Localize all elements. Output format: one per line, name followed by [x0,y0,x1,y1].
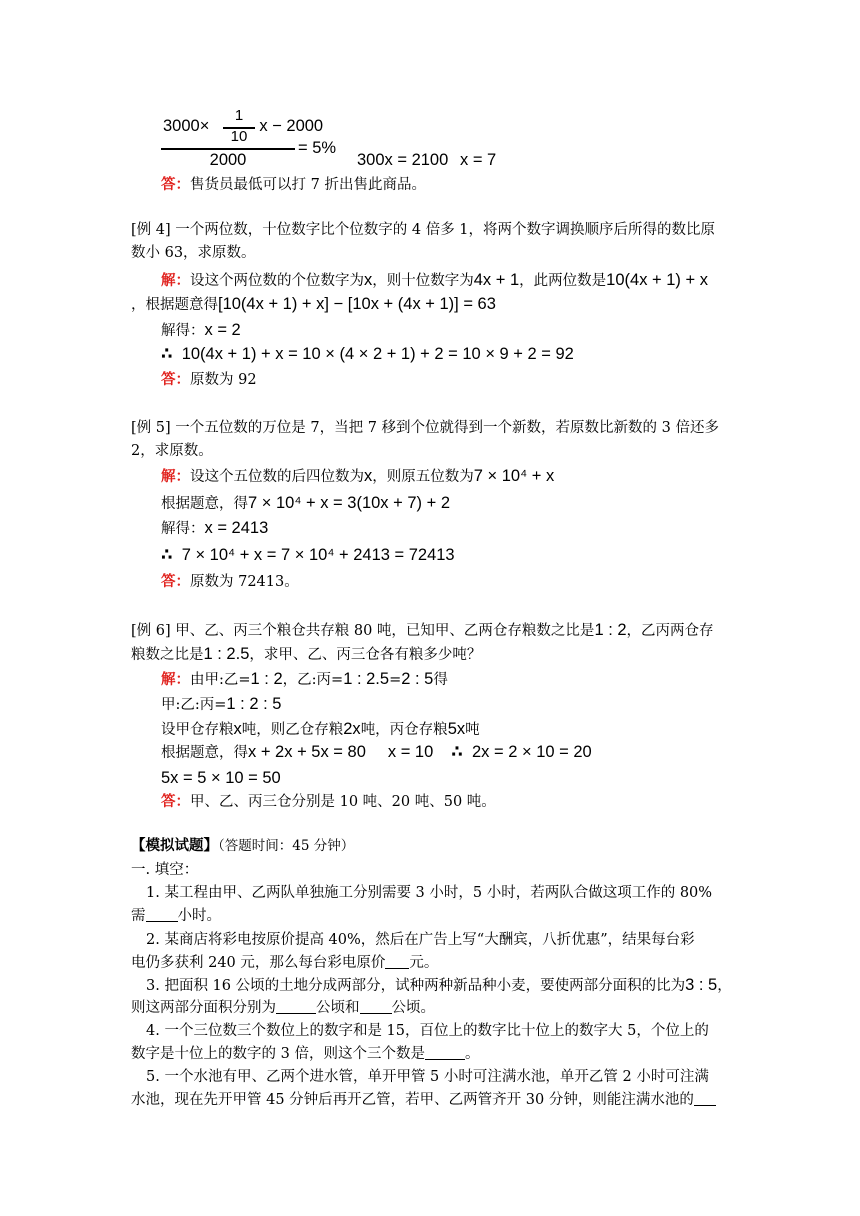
equation-result: x = 7 [460,151,497,169]
example-4-solution-line [161,270,708,291]
math-equation: [10(4x + 1) + x] − [10x + (4x + 1)] = 63 [218,295,496,313]
math-calculation: 7 × 10⁴ + x = 7 × 10⁴ + 2413 = 72413 [181,546,455,564]
question-text: 小时。 [177,908,221,924]
math-expression: 4x + 1 [473,271,520,289]
math-ratio: 1 : 2.5 [343,670,390,688]
time-note: （答题时间：45 分钟） [218,838,355,854]
question-3-line2 [131,998,435,1018]
answer-blank[interactable] [385,954,409,969]
problem-text: ，求甲、乙、丙三仓各有粮多少吨？ [249,647,482,663]
question-text: 电仍多获利 240 元，那么每台彩电原价 [131,955,386,971]
numerator-left: 3000× [163,117,210,135]
math-equation: x + 2x + 5x = 80 [248,743,366,761]
question-1-line1: 1. 某工程由甲、乙两队单独施工分别需要 3 小时，5 小时，若两队合做这项工作的 80% [146,885,713,901]
question-3-line1 [146,975,732,996]
setup-text: 吨 [465,722,480,738]
answer-blank[interactable] [425,1045,465,1060]
math-result: x = 2413 [204,519,269,537]
question-2-line1: 2. 某商店将彩电按原价提高 40%，然后在广告上写“大酬宾，八折优惠”，结果每台彩 [146,932,695,948]
math-expression: 10(4x + 1) + x [606,271,708,289]
question-5-line2 [131,1090,716,1110]
solution-text: 设这个两位数的个位数字为 [190,273,364,289]
math-ratio: 2 : 5 [401,670,434,688]
example-5-answer-line [161,572,299,592]
therefore-symbol: ∴ [161,345,173,363]
question-text: 水池，现在先开甲管 45 分钟后再开乙管，若甲、乙两管齐开 30 分钟，则能注满水池的 [131,1092,694,1108]
question-5-line1: 5. 一个水池有甲、乙两个进水管，单开甲管 5 小时可注满水池，单开乙管 2 小时可注满 [146,1069,709,1085]
question-2-line2 [131,953,438,973]
problem-text: [例 6] 甲、乙、丙三个粮仓共存粮 80 吨，已知甲、乙两仓存粮数之比是 [131,623,595,639]
example-6-calc-line [161,768,281,789]
question-text: 则这两部分面积分别为 [131,1000,276,1016]
question-4-line1: 4. 一个三位数三个数位上的数字和是 15，百位上的数字比十位上的数字大 5，个位上的 [146,1023,709,1039]
ratio-label: 甲:乙:丙= [161,697,227,713]
condition-text: 根据题意，得 [161,745,248,761]
equation-step: 300x = 2100 [357,151,449,169]
math-x: x [233,720,242,738]
example-5-solution-line [161,466,554,487]
math-x: x [364,271,373,289]
solution-label: 解： [161,272,190,289]
math-equation: 7 × 10⁴ + x = 3(10x + 7) + 2 [248,494,451,512]
example-4-condition-line [131,294,496,315]
question-1-line2 [131,906,221,926]
example-4-answer-line [161,370,257,390]
math-calculation: 5x = 5 × 10 = 50 [161,769,281,787]
condition-text: ，根据题意得 [131,297,218,313]
example-6-solution-line [161,669,448,690]
answer-label: 答： [161,793,190,810]
answer-blank[interactable] [360,999,392,1014]
solution-text: = [389,672,402,688]
math-ratio: 1 : 2 [594,621,627,639]
example-6-problem-line2 [131,644,481,665]
answer-text: 甲、乙、丙三仓分别是 10 吨、20 吨、50 吨。 [190,794,496,810]
math-result: x = 10 [387,743,434,761]
example-5-solve-line [161,518,268,539]
math-2x: 2x [343,720,361,738]
inner-fraction-den: 10 [230,128,248,145]
question-text: ， [717,978,732,994]
question-text: 数字是十位上的数字的 3 倍，则这个三个数是 [131,1046,425,1062]
therefore-symbol: ∴ [161,546,173,564]
example-6-ratio-line [161,694,281,715]
answer-blank[interactable] [146,907,178,922]
solution-label: 解： [161,468,190,485]
math-calculation: 10(4x + 1) + x = 10 × (4 × 2 + 1) + 2 = 10 × 9 + 2 = 92 [181,345,574,363]
setup-text: 吨，则乙仓存粮 [241,722,344,738]
answer-label: 答： [161,573,190,590]
answer-text: 售货员最低可以打 7 折出售此商品。 [190,177,426,193]
example-5-calc-line [161,545,455,566]
solution-text: 设这个五位数的后四位数为 [190,469,364,485]
example-6-problem-line1 [131,620,714,641]
answer-label: 答： [161,176,190,193]
question-text: 公顷和 [316,1000,360,1016]
solution-label: 解： [161,671,190,688]
question-text: 公顷。 [391,1000,435,1016]
question-text: 需 [131,908,146,924]
example-6-setup-line [161,719,480,740]
setup-text: 设甲仓存粮 [161,722,234,738]
math-ratio: 1 : 2.5 [203,645,250,663]
condition-text: 根据题意，得 [161,496,248,512]
math-ratio: 1 : 2 : 5 [226,695,282,713]
answer-text: 原数为 92 [190,372,257,388]
solve-label: 解得： [161,323,205,339]
fill-blank-section-label: 一. 填空： [131,862,199,878]
math-calculation: 2x = 2 × 10 = 20 [472,743,592,761]
problem-text: 粮数之比是 [131,647,204,663]
example-6-answer-line [161,792,496,812]
example-4-calc-line [161,344,574,365]
example-4-solve-line [161,320,241,341]
answer-label: 答： [161,371,190,388]
math-ratio: 1 : 2 [250,670,283,688]
solution-text: 由甲:乙= [190,672,251,688]
solution-text: ，则十位数字为 [372,273,474,289]
fraction-denominator: 2000 [209,151,247,169]
example-4-problem-line2: 数小 63，求原数。 [131,245,256,261]
answer-text: 原数为 72413。 [190,574,299,590]
example-5-condition-line [161,493,450,514]
mock-test-heading [131,836,354,856]
answer-line [161,175,426,195]
setup-text: 吨，丙仓存粮 [360,722,448,738]
question-text: 3. 把面积 16 公顷的土地分成两部分，试种两种新品种小麦，要使两部分面积的比为 [146,978,686,994]
example-4-problem-line1: [例 4] 一个两位数，十位数字比个位数字的 4 倍多 1，将两个数字调换顺序后所得的数比原 [131,222,716,238]
equation-rhs: = 5% [298,139,337,157]
question-text: 。 [464,1046,480,1062]
solution-text: 得 [433,672,448,688]
question-text: 元。 [409,955,439,971]
therefore-symbol: ∴ [451,743,463,761]
answer-blank[interactable] [276,999,316,1014]
solution-text: ，乙:丙= [282,672,344,688]
math-5x: 5x [447,720,466,738]
math-x: x [364,467,373,485]
solution-text: ，则原五位数为 [372,469,474,485]
math-expression: 7 × 10⁴ + x [473,467,555,485]
question-4-line2 [131,1044,479,1064]
math-result: x = 2 [204,321,241,339]
section-heading: 【模拟试题】 [131,837,218,854]
solution-text: ，此两位数是 [519,273,607,289]
example-5-problem-line1: [例 5] 一个五位数的万位是 7，当把 7 移到个位就得到一个新数，若原数比新数的 3 倍还多 [131,420,719,436]
solve-label: 解得： [161,521,205,537]
example-6-condition-line [161,742,592,763]
math-ratio: 3 : 5 [685,976,718,994]
example-5-problem-line2: 2，求原数。 [131,443,213,459]
numerator-right: x − 2000 [259,117,324,135]
problem-text: ，乙丙两仓存 [626,623,714,639]
answer-blank[interactable] [694,1091,716,1106]
inner-fraction-num: 1 [234,107,244,124]
